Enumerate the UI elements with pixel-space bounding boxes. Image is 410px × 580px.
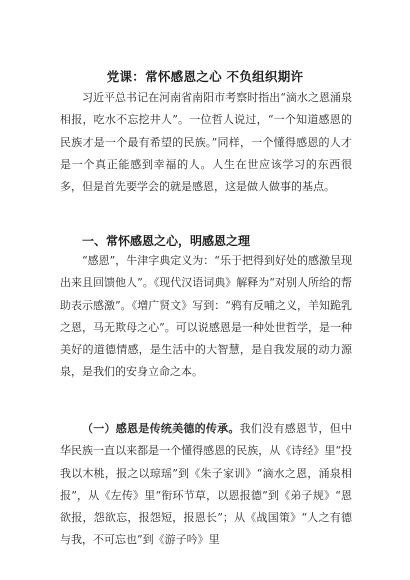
paragraph-tradition [60,418,352,552]
paragraph-intro: 习近平总书记在河南省南阳市考察时指出“滴水之恩涌泉相报，吃水不忘挖井人”。一位哲人说过，“一个知道感恩的民族才是一个最有希望的民族。”同样，一个懂得感恩的人才是一个真正能感到幸福的人。人生在世应该学习的东西很多，但是首先要学会的就是感恩，这是做人做事的基点。 [60,91,352,194]
document-title: 党课：常怀感恩之心 不负组织期许 [106,69,304,84]
paragraph-tradition-body: 我们没有感恩节，但中华民族一直以来都是一个懂得感恩的民族，从《诗经》里“投我以木桃，报之以琼瑶”到《朱子家训》“滴水之恩，涌泉相报”，从《左传》里“衔环节草，以恩报德”到《弟子规》“恩欲报，怨欲忘，报怨短，报恩长”；从《战国策》“人之有德与我，不可忘也”到《游子吟》里 [60,422,353,547]
subheading-tradition: （一）感恩是传统美德的传承。 [82,422,240,435]
paragraph-definition: “感恩”，牛津字典定义为：“乐于把得到好处的感激呈现出来且回馈他人”。《现代汉语词典》解释为“对别人所给的帮助表示感激”。《增广贤文》写到：“鸦有反哺之义，羊知跪乳之恩，马无欺母之心”。可以说感恩是一种处世哲学，是一种美好的道德情感，是生活中的大智慧，是自我发展的动力源泉，是我们的安身立命之本。 [60,254,352,379]
section-heading-1: 一、常怀感恩之心，明感恩之理 [82,234,251,248]
